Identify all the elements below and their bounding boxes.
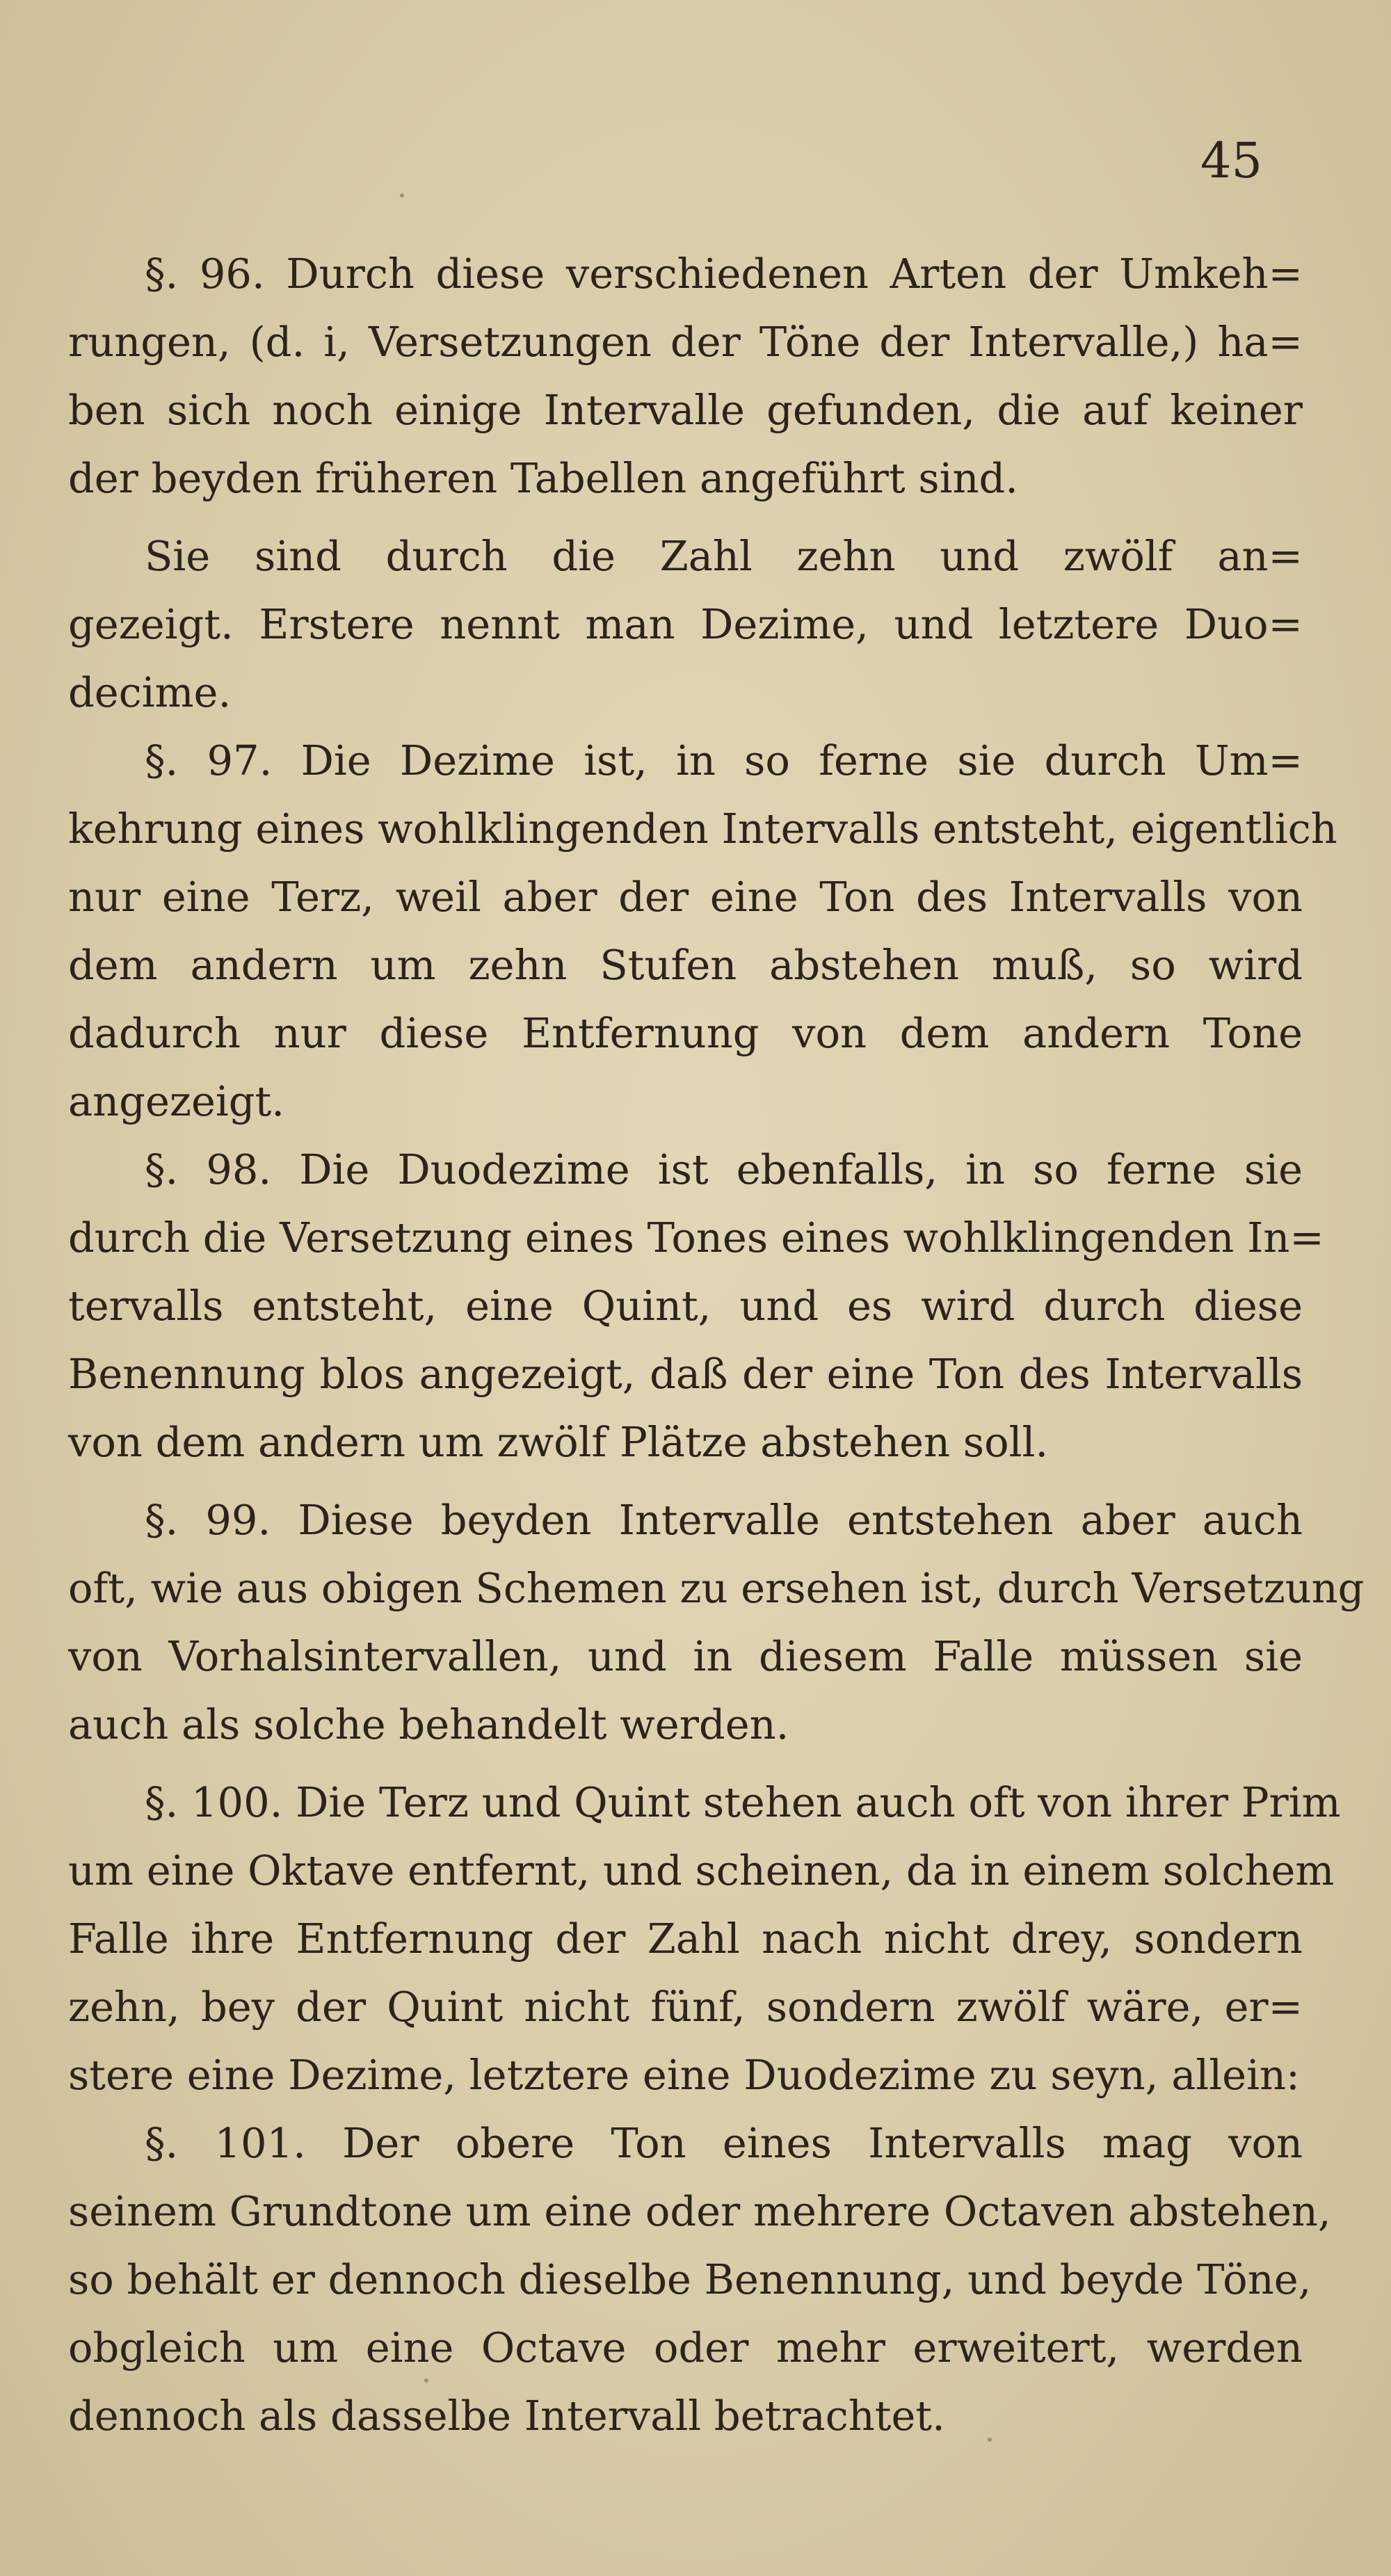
- text-line: ben sich noch einige Intervalle gefunden, die auf keiner: [68, 386, 1303, 434]
- text-line: Benennung blos angezeigt, daß der eine Ton des Intervalls: [68, 1350, 1303, 1398]
- paper-speck: [988, 2438, 992, 2442]
- text-line: dennoch als dasselbe Intervall betrachtet.: [68, 2392, 945, 2440]
- text-line: zehn, bey der Quint nicht fünf, sondern zwölf wäre, er=: [68, 1983, 1303, 2031]
- body-text: [68, 240, 1365, 2450]
- text-line: §. 98. Die Duodezime ist ebenfalls, in so ferne sie: [145, 1145, 1303, 1193]
- text-line: obgleich um eine Octave oder mehr erweitert, werden: [68, 2324, 1303, 2372]
- paragraph-zahl: [68, 522, 1303, 727]
- text-line: oft, wie aus obigen Schemen zu ersehen ist, durch Versetzung: [68, 1564, 1365, 1612]
- text-line: §. 100. Die Terz und Quint stehen auch oft von ihrer Prim: [145, 1778, 1341, 1826]
- text-line: decime.: [68, 668, 232, 716]
- text-line: rungen, (d. i, Versetzungen der Töne der Intervalle,) ha=: [68, 318, 1303, 366]
- paper-speck: [400, 193, 404, 198]
- text-line: auch als solche behandelt werden.: [68, 1700, 789, 1748]
- text-line: so behält er dennoch dieselbe Benennung, und beyde Töne,: [68, 2255, 1312, 2303]
- text-line: nur eine Terz, weil aber der eine Ton des Intervalls von: [68, 873, 1303, 921]
- text-line: angezeigt.: [68, 1077, 284, 1125]
- text-line: von Vorhalsintervallen, und in diesem Falle müssen sie: [68, 1632, 1303, 1680]
- text-line: §. 96. Durch diese verschiedenen Arten der Umkeh=: [145, 250, 1303, 298]
- text-line: von dem andern um zwölf Plätze abstehen soll.: [68, 1418, 1049, 1466]
- text-line: §. 101. Der obere Ton eines Intervalls mag von: [145, 2119, 1303, 2167]
- text-line: gezeigt. Erstere nennt man Dezime, und letztere Duo=: [68, 600, 1303, 648]
- paragraph-96: [68, 240, 1303, 513]
- paragraph-97: [68, 727, 1337, 1136]
- text-line: dadurch nur diese Entfernung von dem andern Tone: [68, 1009, 1303, 1057]
- text-line: tervalls entsteht, eine Quint, und es wird durch diese: [68, 1282, 1303, 1330]
- paragraph-101: [68, 2109, 1331, 2450]
- text-line: stere eine Dezime, letztere eine Duodezime zu seyn, allein:: [68, 2051, 1300, 2099]
- text-line: seinem Grundtone um eine oder mehrere Octaven abstehen,: [68, 2187, 1331, 2235]
- text-line: um eine Oktave entfernt, und scheinen, da in einem solchem: [68, 1846, 1335, 1894]
- text-line: dem andern um zehn Stufen abstehen muß, so wird: [68, 941, 1303, 989]
- text-line: durch die Versetzung eines Tones eines wohlklingenden In=: [68, 1214, 1324, 1262]
- text-line: §. 99. Diese beyden Intervalle entstehen aber auch: [145, 1496, 1303, 1544]
- text-line: kehrung eines wohlklingenden Intervalls entsteht, eigentlich: [68, 805, 1337, 853]
- text-line: der beyden früheren Tabellen angeführt sind.: [68, 454, 1018, 502]
- paragraph-100: [68, 1769, 1341, 2109]
- paragraph-98: [68, 1136, 1324, 1476]
- paragraph-99: [68, 1486, 1365, 1759]
- text-line: Sie sind durch die Zahl zehn und zwölf an=: [145, 532, 1303, 580]
- text-line: Falle ihre Entfernung der Zahl nach nicht drey, sondern: [68, 1915, 1303, 1963]
- text-line: §. 97. Die Dezime ist, in so ferne sie durch Um=: [145, 736, 1303, 784]
- paper-speck: [424, 2378, 428, 2383]
- page-number: 45: [1200, 132, 1263, 189]
